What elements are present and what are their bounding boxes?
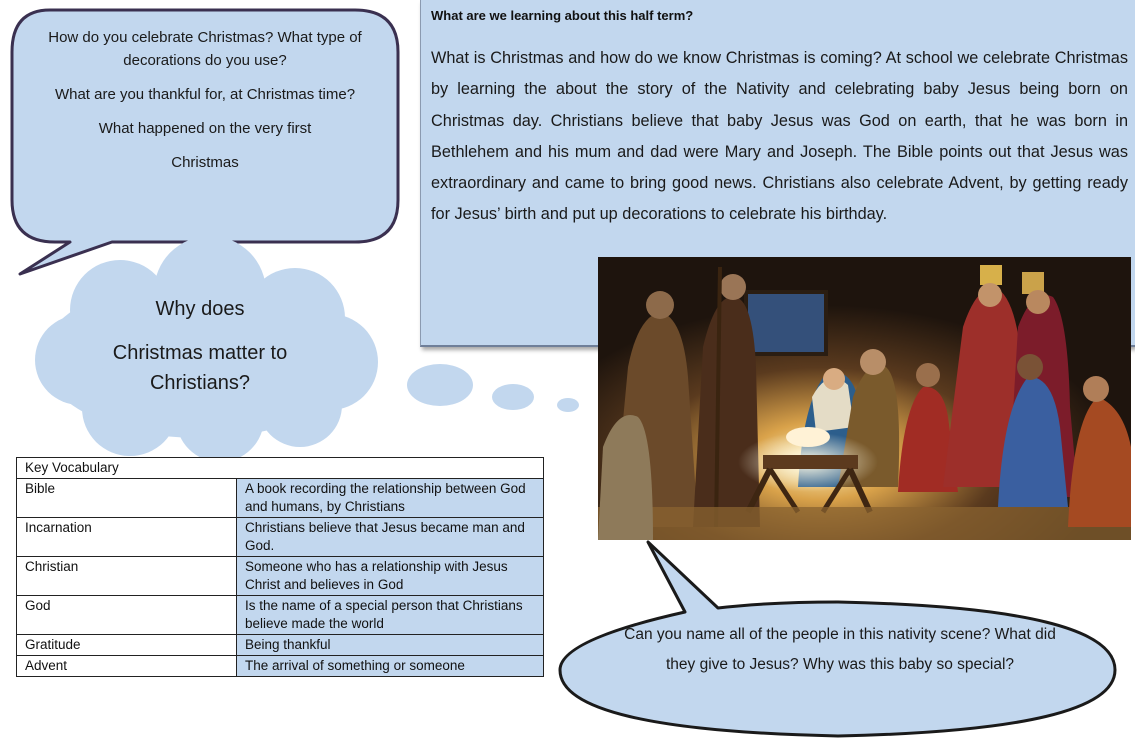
question-thankful: What are you thankful for, at Christmas time?: [54, 86, 356, 103]
vocabulary-definition: Someone who has a relationship with Jesus Christ and believes in God: [237, 557, 544, 596]
vocabulary-table: [16, 457, 544, 677]
info-heading: What are we learning about this half term?: [431, 8, 694, 23]
speech-bubble-bottom-text: Can you name all of the people in this nativity scene? What did they give to Jesus? Why was this baby so special?: [624, 626, 1056, 673]
vocabulary-header-row: [17, 458, 544, 479]
vocabulary-definition: The arrival of something or someone: [237, 656, 544, 677]
cloud-line-2: Christmas matter to Christians?: [112, 342, 288, 394]
vocabulary-definition: A book recording the relationship between God and humans, by Christians: [237, 479, 544, 518]
info-body: What is Christmas and how do we know Christmas is coming? At school we celebrate Christmas by learning the about the story of the Nativity and celebrating baby Jesus being born on Christmas day. Christians believe that baby Jesus was God on earth, that he was born in Bethlehem and his mum and dad were Mary and Joseph. The Bible points out that Jesus was extraordinary and came to bring good news. Christians also celebrate Advent, by getting ready for Jesus’ birth and put up decorations to celebrate his birthday.: [431, 49, 1128, 224]
vocabulary-term: Gratitude: [17, 635, 237, 656]
vocabulary-term: Bible: [17, 479, 237, 518]
table-row: [17, 557, 544, 596]
table-row: [17, 479, 544, 518]
thought-cloud-text: [80, 294, 320, 398]
table-row: [17, 635, 544, 656]
cloud-line-1: Why does: [155, 298, 245, 320]
table-row: [17, 596, 544, 635]
vocabulary-term: Christian: [17, 557, 237, 596]
table-row: [17, 656, 544, 677]
vocabulary-term: Incarnation: [17, 518, 237, 557]
vocabulary-term: God: [17, 596, 237, 635]
vocabulary-term: Advent: [17, 656, 237, 677]
question-first-christmas-end: Christmas: [171, 154, 239, 171]
vocabulary-header: Key Vocabulary: [17, 458, 544, 479]
table-row: [17, 518, 544, 557]
speech-bubble-left-text: [30, 26, 380, 185]
vocabulary-definition: Christians believe that Jesus became man and God.: [237, 518, 544, 557]
question-celebrate: How do you celebrate Christmas? What type of decorations do you use?: [48, 29, 362, 69]
vocabulary-definition: Is the name of a special person that Christians believe made the world: [237, 596, 544, 635]
question-first-christmas: What happened on the very first: [98, 120, 312, 137]
vocabulary-definition: Being thankful: [237, 635, 544, 656]
nativity-scene-image: [598, 257, 1131, 540]
